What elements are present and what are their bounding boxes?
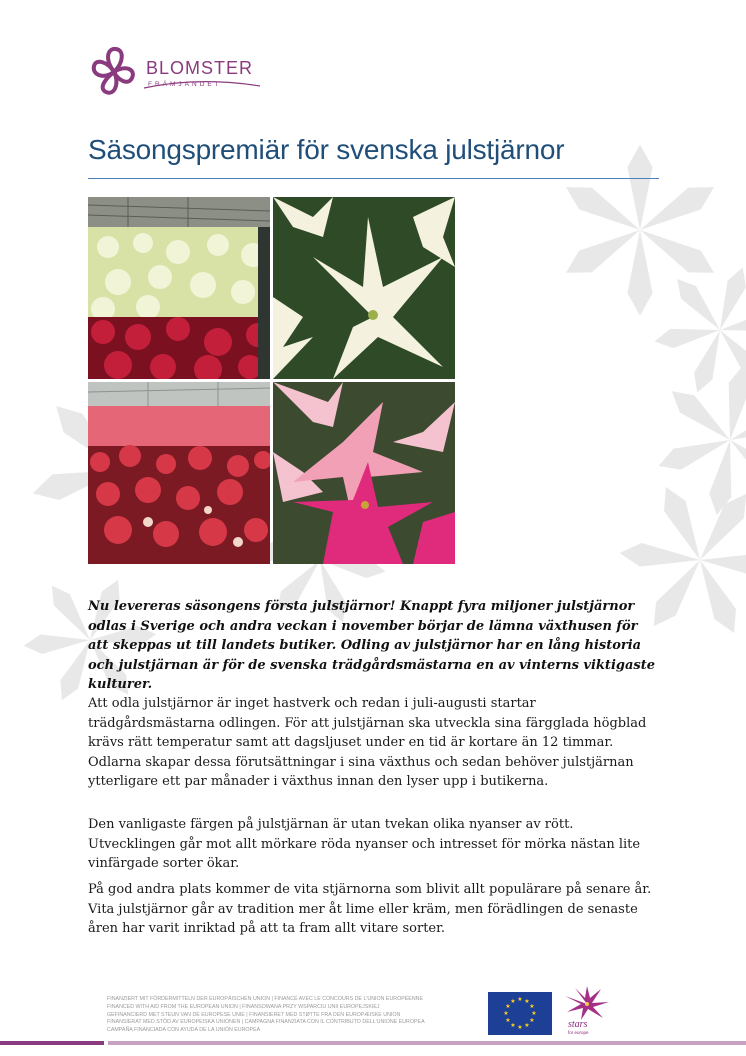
svg-text:★: ★ xyxy=(505,1017,511,1024)
funding-line: FINANCED WITH AID FROM THE EUROPEAN UNION | FINANSOWANA PRZY WSPARCIU UNII EUROPEJSKIEJ xyxy=(107,1003,380,1010)
blomsterframjandet-logo xyxy=(86,44,266,104)
footer-bar-dark xyxy=(0,1041,104,1045)
body-paragraph-2: Den vanligaste färgen på julstjärnan är utan tvekan olika nyanser av rött. Utvecklingen går mot allt mörkare röda nyanser och intresset för mörka nästan lite vinfärgade sorter ökar. xyxy=(88,817,641,871)
photo-greenhouse-white-red xyxy=(88,197,270,379)
svg-text:★: ★ xyxy=(529,1003,535,1010)
eu-flag-icon xyxy=(488,992,552,1035)
eu-funding-notice xyxy=(107,996,482,1035)
footer-bar-light xyxy=(108,1041,746,1045)
svg-text:★: ★ xyxy=(524,998,530,1005)
photo-white-poinsettias xyxy=(273,197,455,379)
photo-greenhouse-red xyxy=(88,382,270,564)
poinsettia-logo-icon xyxy=(561,986,613,1020)
svg-text:★: ★ xyxy=(517,996,523,1003)
funding-line: GEFINANCIERD MET STEUN VAN DE EUROPESE UNIE | FINANSIERET MED STØTTE FRA DEN EUROPÆISKE UNION xyxy=(107,1011,401,1018)
svg-text:★: ★ xyxy=(517,1024,523,1031)
funding-line: CAMPAÑA FINANCIADA CON AYUDA DE LA UNIÓN EUROPEA xyxy=(107,1027,261,1034)
funding-line: FINANZIERT MIT FÖRDERMITTELN DER EUROPÄISCHEN UNION | FINANCÉ AVEC LE CONCOURS DE L'UNION EUROPÉENNE xyxy=(107,996,424,1002)
svg-text:★: ★ xyxy=(529,1017,535,1024)
svg-text:★: ★ xyxy=(510,1022,516,1029)
funding-line: FINANSIERAT MED STÖD AV EUROPEISKA UNIONEN | CAMPAGNA FINANZIATA CON IL CONTRIBUTO DELL'UNIONE EUROPEA xyxy=(107,1019,425,1026)
stars-logo-text: stars xyxy=(568,1019,588,1030)
stars-logo-subtext: for europe xyxy=(568,1030,589,1035)
intro-paragraph: Nu levereras säsongens första julstjärnor! Knappt fyra miljoner julstjärnor odlas i Sverige och andra veckan i november börjar de lämna växthusen för att skeppas ut till landets butiker. Odling av julstjärnor har en lång historia och julstjärnan är för de svenska trädgårdsmästarna en av vinterns viktigaste kulturer. xyxy=(88,599,655,692)
svg-text:★: ★ xyxy=(531,1010,537,1017)
svg-text:★: ★ xyxy=(510,998,516,1005)
svg-text:★: ★ xyxy=(505,1003,511,1010)
flower-logo-icon xyxy=(86,44,142,104)
logo-swoosh xyxy=(142,76,262,96)
logo-wordmark: BLOMSTER xyxy=(146,58,254,78)
photo-pink-poinsettias xyxy=(273,382,455,564)
svg-text:★: ★ xyxy=(503,1010,509,1017)
svg-text:★: ★ xyxy=(524,1022,530,1029)
body-paragraph-3: På god andra plats kommer de vita stjärnorna som blivit allt populärare på senare år. Vita julstjärnor går av tradition mer åt lime eller kräm, men förädlingen de senaste åren har varit inriktad på att ta fram allt vitare sorter. xyxy=(88,882,652,936)
body-paragraph-1: Att odla julstjärnor är inget hastverk och redan i juli-augusti startar trädgårdsmästarna odlingen. För att julstjärnan ska utveckla sina färgglada högblad krävs rätt temperatur samt att dagsljuset under en tid är kortare än 12 timmar. Odlarna skapar dessa förutsättningar i sina växthus och sedan behöver julstjärnan ytterligare ett par månader i växthus innan den lyser upp i butikerna. xyxy=(88,696,647,789)
page-title: Säsongspremiär för svenska julstjärnor xyxy=(88,134,565,165)
logo-subtitle: FRÄMJANDET xyxy=(148,81,222,88)
title-underline xyxy=(88,178,659,179)
